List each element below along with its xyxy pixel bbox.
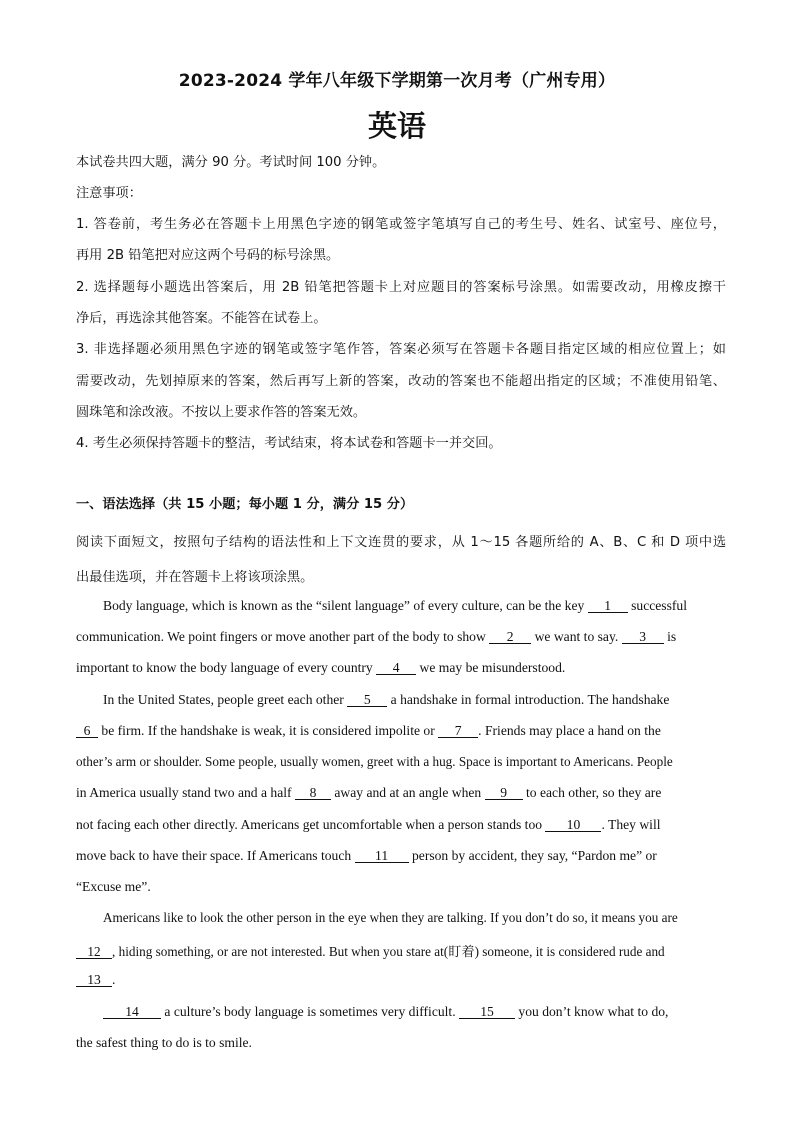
passage-line: Body language, which is known as the “silent language” of every culture, can be the key 1 successful <box>103 598 687 613</box>
section-instructions-cont: 出最佳选项，并在答题卡上将该项涂黑。 <box>76 570 314 585</box>
note-2: 2. 选择题每小题选出答案后，用 2B 铅笔把答题卡上对应题目的答案标号涂黑。如需要改动，用橡皮擦干 <box>76 280 726 295</box>
blank-9: 9 <box>485 786 523 800</box>
passage-line: the safest thing to do is to smile. <box>76 1035 252 1050</box>
section-heading: 一、语法选择（共 15 小题；每小题 1 分，满分 15 分） <box>76 497 414 512</box>
passage-line: in America usually stand two and a half 8 away and at an angle when 9 to each other, so they are <box>76 785 662 800</box>
passage-line: communication. We point fingers or move another part of the body to show 2 we want to say. 3 is <box>76 629 677 644</box>
note-1: 1. 答卷前，考生务必在答题卡上用黑色字迹的钢笔或签字笔填写自己的考生号、姓名、试室号、座位号， <box>76 217 726 232</box>
passage-line: 12 , hiding something, or are not interested. But when you stare at(盯着) someone, it is considered rude and <box>76 941 718 960</box>
blank-13: 13 <box>76 973 112 987</box>
exam-title: 2023-2024 学年八年级下学期第一次月考（广州专用） <box>178 71 616 91</box>
passage-line: Americans like to look the other person in the eye when they are talking. If you don’t do so, it means you are <box>103 910 678 925</box>
blank-10: 10 <box>545 818 601 832</box>
passage-line: other’s arm or shoulder. Some people, usually women, greet with a hug. Space is important to Americans. People <box>76 754 673 769</box>
blank-15: 15 <box>459 1005 515 1019</box>
blank-11: 11 <box>355 849 409 863</box>
blank-12: 12 <box>76 945 112 959</box>
note-4: 4. 考生必须保持答题卡的整洁，考试结束，将本试卷和答题卡一并交回。 <box>76 436 502 451</box>
subject-title: 英语 <box>367 109 426 143</box>
passage-line: 14 a culture’s body language is sometimes very difficult. 15 you don’t know what to do, <box>103 1004 718 1020</box>
note-3-cont: 需要改动，先划掉原来的答案，然后再写上新的答案，改动的答案也不能超出指定的区域；不准使用铅笔、 <box>76 374 726 389</box>
blank-1: 1 <box>588 599 628 613</box>
note-1-cont: 再用 2B 铅笔把对应这两个号码的标号涂黑。 <box>76 248 340 263</box>
blank-5: 5 <box>347 693 387 707</box>
blank-4: 4 <box>376 661 416 675</box>
passage-line: move back to have their space. If Americans touch 11 person by accident, they say, “Pardon me” or <box>76 848 657 863</box>
blank-8: 8 <box>295 786 331 800</box>
notice-label: 注意事项： <box>76 186 142 201</box>
blank-7: 7 <box>438 724 478 738</box>
blank-14: 14 <box>103 1005 161 1019</box>
passage-line: 13 . <box>76 972 718 988</box>
section-instructions: 阅读下面短文，按照句子结构的语法性和上下文连贯的要求，从 1～15 各题所给的 A、B、C 和 D 项中选 <box>76 535 726 550</box>
passage-line: “Excuse me”. <box>76 879 151 894</box>
passage-line: important to know the body language of every country 4 we may be misunderstood. <box>76 660 566 675</box>
blank-2: 2 <box>489 630 531 644</box>
exam-info: 本试卷共四大题，满分 90 分。考试时间 100 分钟。 <box>76 155 386 170</box>
note-3: 3. 非选择题必须用黑色字迹的钢笔或签字笔作答，答案必须写在答题卡各题目指定区域的相应位置上；如 <box>76 342 726 357</box>
passage-line: 6 be firm. If the handshake is weak, it is considered impolite or 7 . Friends may place a hand on the <box>76 723 718 739</box>
passage-line: not facing each other directly. Americans get uncomfortable when a person stands too 10 . They will <box>76 817 661 832</box>
blank-3: 3 <box>622 630 664 644</box>
blank-6: 6 <box>76 724 98 738</box>
passage-line: In the United States, people greet each other 5 a handshake in formal introduction. The handshake <box>103 692 670 707</box>
note-2-cont: 净后，再选涂其他答案。不能答在试卷上。 <box>76 311 327 326</box>
note-3-end: 圆珠笔和涂改液。不按以上要求作答的答案无效。 <box>76 405 367 420</box>
